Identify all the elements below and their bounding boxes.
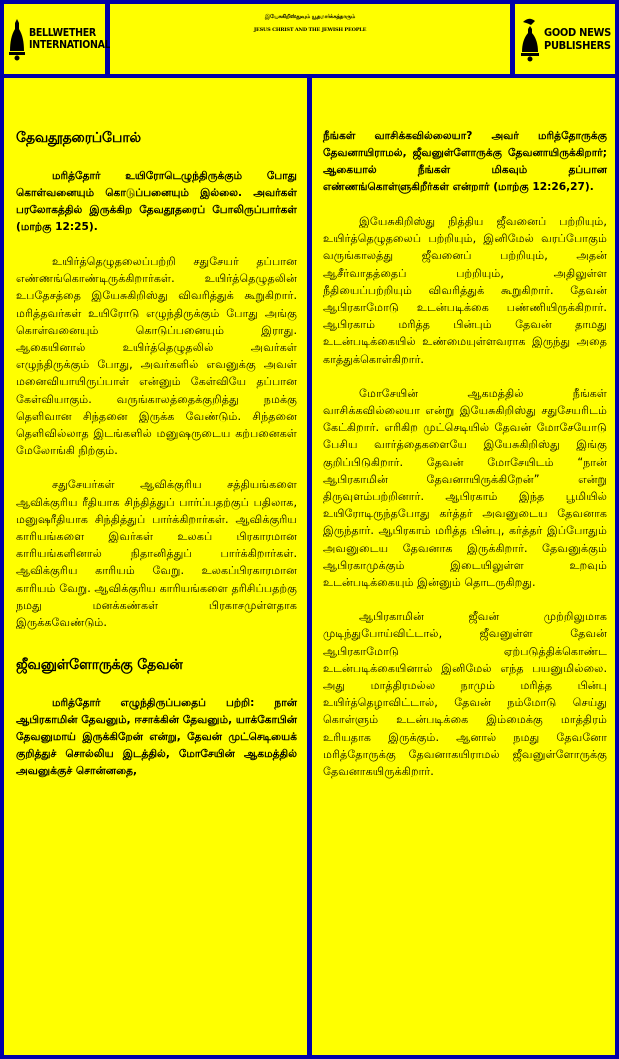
paragraph: இயேசுகிறிஸ்து நித்திய ஜீவனைப் பற்றியும், உயிர்த்தெழுதலைப் பற்றியும், இனிமேல் வரப்போகும் வருங்காலத்து ஜீவனைப் பற்றியும், அதன் ஆசீர்வாதத்தைப் பற்றியும், அதிலுள்ள நீதியைப்பற்றியும் விவரித்துக் கூறுகிறார். தேவன் ஆபிரகாமோடு உடன்படிக்கை பண்ணியிருக்கிறார். ஆபிரகாம் மரித்த பின்பும் தேவன் தாமது உடன்படிக்கையில் உண்மையுள்ளவராக இருந்து அதை காத்துக்கொள்கிறார்.: [323, 215, 607, 366]
title-banner: [110, 4, 510, 74]
bellwether-icon: [8, 17, 26, 61]
bellwether-logo: [4, 4, 111, 74]
section-heading-angels: தேவதூதரைப்போல்: [16, 130, 141, 146]
paragraph: உயிர்த்தெழுதலைப்பற்றி சதுசேயர் தப்பான எண்ணங்கொண்டிருக்கிறார்கள். உயிர்த்தெழுதலின் உபதேசத்தை இயேசுகிறிஸ்து விவரித்துக் கூறுகிறார். மரித்தவர்கள் உயிரோடு எழுந்திருக்கும் போது அங்கு கொள்வனையும் கொடுப்பனையும் இராது. ஆகையினால் உயிர்த்தெழுதலில் அவர்கள் எழுந்திருக்கும் போது, அவர்களில் எவனுக்கு அவள் மனைவியாயிருப்பாள் என்னும் கேள்வியே தப்பான கேள்வியாகும். வருங்காலத்தைக்குறித்து நமக்கு தெளிவான சிந்தனை இருக்க வேண்டும். சிந்தனை தெளிவில்லாத இடங்களில் மனுஷருடைய கற்பனைகள் மேலோங்கி நிற்கும்.: [16, 255, 297, 458]
paragraph: சதுசேயர்கள் ஆவிக்குரிய சத்தியங்களை ஆவிக்குரிய ரீதியாக சிந்தித்துப் பார்ப்பதற்குப் பதிலாக, மனுஷரீதியாக சிந்தித்துப் பார்க்கிறார்கள். ஆவிக்குரிய காரியங்களை இவர்கள் உலகப் பிரகாரமான காரியங்களினால் நிதானித்துப் பார்க்கிறார்கள். ஆவிக்குரிய காரியம் வேறு. உலகப்பிரகாரமான காரியம் வேறு. ஆவிக்குரிய காரியங்களை தரிசிப்பதற்கு நமது மனக்கண்கள் பிரகாசமுள்ளதாக இருக்கவேண்டும்.: [16, 478, 297, 630]
dove-bell-icon: [519, 16, 541, 62]
logo-right-line1: GOOD NEWS: [544, 26, 611, 39]
logo-left-line1: BELLWETHER: [29, 27, 96, 39]
scripture-quote-mark-12-25: மரித்தோர் உயிரோடெழுந்திருக்கும் போது கொள்வனையும் கொடுப்பனையும் இல்லை. அவர்கள் பரலோகத்தில் இருக்கிற தேவதூதரைப் போலிருப்பார்கள் (மாற்கு 12:25).: [16, 170, 297, 233]
scripture-quote-continued: நீங்கள் வாசிக்கவில்லையா? அவர் மரித்தோருக்கு தேவனாயிராமல், ஜீவனுள்ளோருக்கு தேவனாயிருக்கிறார்; ஆகையால் நீங்கள் மிகவும் தப்பான எண்ணங்கொள்ளுகிறீர்கள் என்றார் (மாற்கு 12:26,27).: [323, 130, 607, 193]
good-news-logo: [515, 4, 615, 74]
left-column: [4, 78, 307, 1055]
logo-right-line2: PUBLISHERS: [544, 39, 611, 52]
scripture-quote-mark-12-26: மரித்தோர் எழுந்திருப்பதைப் பற்றி: நான் ஆபிரகாமின் தேவனும், ஈசாக்கின் தேவனும், யாக்கோபின் தேவனுமாய் இருக்கிறேன் என்று, தேவன் முட்செடியைக் குறித்துச் சொல்லிய இடத்தில், மோசேயின் ஆகமத்தில் அவனுக்குச் சொன்னதை,: [16, 697, 297, 778]
paragraph: ஆபிரகாமின் ஜீவன் முற்றிலுமாக முடிந்துபோய்விட்டால், ஜீவனுள்ள தேவன் ஆபிரகாமோடு ஏற்படுத்திக்கொண்ட உடன்படிக்கையினால் இனிமேல் எந்த பயனுமில்லை. அது மாத்திரமல்ல நாமும் மரித்த பின்பு உயிர்த்தெழாவிட்டால், தேவன் நம்மோடு செய்து கொள்ளும் உடன்படிக்கை இம்மைக்கு மாத்திரம் உரியதாக இருக்கும். ஆனால் நமது தேவனோ மரித்தோருக்கு தேவனாகயிராமல் ஜீவனுள்ளோருக்கு தேவனாகயிருக்கிறார்.: [323, 610, 607, 779]
title-tamil: இயேசுகிறிஸ்துவும் யூதமார்க்கத்தாரும்: [264, 14, 356, 20]
logo-left-line2: INTERNATIONAL: [29, 39, 111, 51]
section-heading-god-of-living: ஜீவனுள்ளோருக்கு தேவன்: [16, 657, 183, 674]
title-english: JESUS CHRIST AND THE JEWISH PEOPLE: [253, 27, 367, 33]
right-column: [312, 78, 615, 1055]
paragraph: மோசேயின் ஆகமத்தில் நீங்கள் வாசிக்கவில்லையா என்று இயேசுகிறிஸ்து சதுசேயரிடம் கேட்கிறார். எரிகிற முட்செடியில் தேவன் மோசேயோடு பேசிய வார்த்தைகளையே இயேசுகிறிஸ்து இங்கு குறிப்பிடுகிறார். தேவன் மோசேயிடம் “நான் ஆபிரகாமின் தேவனாயிருக்கிறேன்” என்று திருவுளம்பற்றினார். ஆபிரகாம் இந்த பூமியில் உயிரோடிருந்தபோது கர்த்தர் அவனுடைய தேவனாக இருந்தார். ஆபிரகாம் மரித்த பின்பு, கர்த்தர் இப்போதும் அவனுடைய தேவனாக இருக்கிறார். தேவனுக்கும் ஆபிரகாமுக்கும் இடையிலுள்ள உறவும் உடன்படிக்கையும் இன்னும் தொடருகிறது.: [323, 386, 607, 590]
